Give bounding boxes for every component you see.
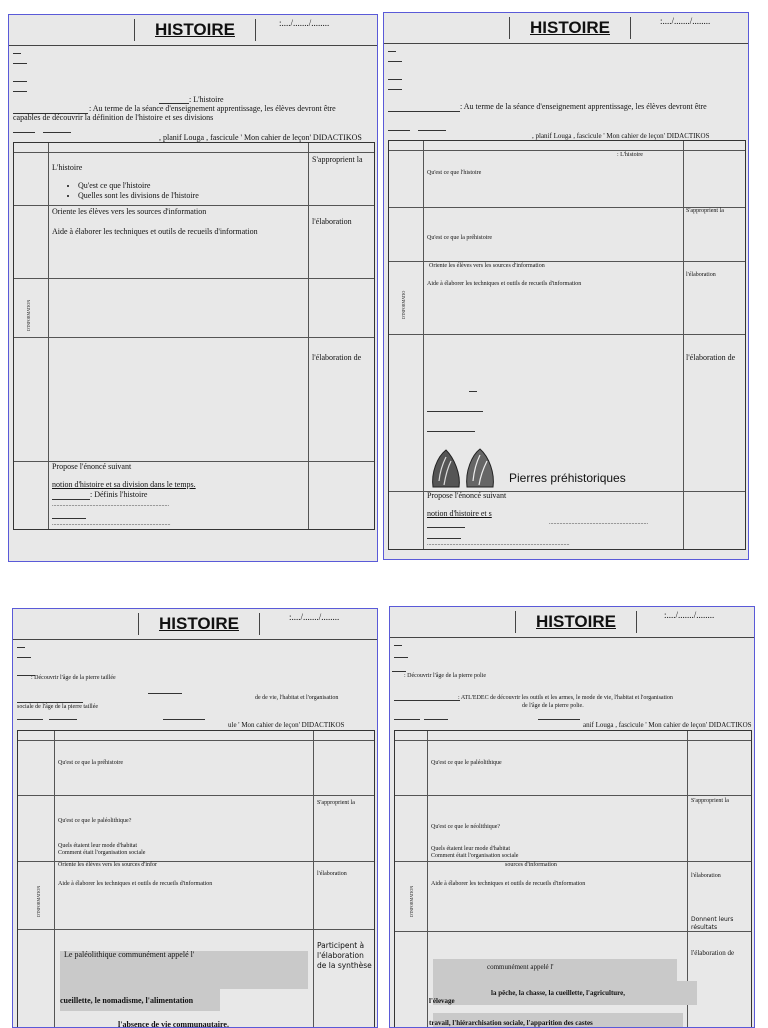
vertical-label: D'INFORMATION: [36, 885, 41, 917]
row-5-content: Propose l'énoncé suivant: [52, 462, 132, 471]
row-3-right: l'élaboration: [686, 272, 716, 278]
row-4-right: l'élaboration de: [686, 353, 736, 362]
vertical-label: D'INFORMATIO: [401, 290, 406, 319]
row-3-content: Oriente les élèves vers les sources d'information: [429, 263, 545, 269]
lesson-title: : L'histoire: [189, 95, 224, 104]
row-3-right: l'élaboration: [317, 871, 347, 877]
objective-line-1: : ATL'EDEC de découvrir les outils et les armes, le mode de vie, l'habitat et l'organisation: [458, 695, 673, 701]
objective-line-1: : Au terme de la séance d'enseignement apprentissage, les élèves devront être: [89, 104, 336, 113]
objective-line-1: : Au terme de la séance d'enseignement apprentissage, les élèves devront être: [460, 102, 707, 111]
row-5-content: Propose l'énoncé suivant: [427, 491, 507, 500]
row-2-content: Oriente les élèves vers les sources d'information: [52, 207, 207, 216]
row-3-right-2: Donnent leurs résultats: [691, 916, 734, 931]
row-2-content: Qu'est ce que le néolithique?: [431, 824, 501, 830]
row-5-content-3: : Définis l'histoire: [90, 490, 148, 499]
reference-line: ule ' Mon cahier de leçon' DIDACTIKOS: [228, 721, 345, 729]
row-3-content-2: Aide à élaborer les techniques et outils de recueils d'information: [427, 281, 582, 287]
date-field: :..../......./........: [289, 612, 340, 622]
page-title: HISTOIRE: [138, 613, 260, 635]
row-2-right: S'approprient la: [317, 800, 355, 806]
row-2-content-2: Quels étaient leur mode d'habitat: [58, 843, 138, 849]
row-2-right: S'approprient la: [686, 208, 724, 214]
reference-line: anif Louga , fascicule ' Mon cahier de leçon' DIDACTIKOS: [583, 721, 752, 729]
objective-line-2: de l'âge de la pierre polie.: [522, 703, 584, 709]
row-4-content-2: la pêche, la chasse, la cueillette, l'agriculture,: [491, 989, 626, 997]
row-1-content: Qu'est ce que le paléolithique: [431, 760, 502, 766]
row-1-content: L'histoire: [52, 163, 83, 172]
row-4-content-3: l'élevage: [429, 997, 455, 1005]
row-2-right: S'approprient la: [691, 798, 729, 804]
lesson-title: : Découvrir l'âge de la pierre taillée: [31, 675, 116, 681]
row-2-content-3: Comment était l'organisation sociale: [431, 853, 519, 859]
row-2-right: l'élaboration: [312, 217, 352, 226]
date-field: :..../......./........: [279, 18, 330, 28]
lesson-table: L'histoire • Qu'est ce que l'histoire • Quelles sont les divisions de l'histoire S'approprient la Oriente les élèves vers les sources d'information Aide à élaborer les techniques et outils de recueils d'information l'élaboration D'INFORMATION l'élaboration de Propose l'énoncé suivant notion d'histoire et sa division dans le temps. : Définis l'histoire .............................................................................. ...............................................................................: [13, 142, 375, 530]
row-4-right: l'élaboration de: [691, 949, 735, 957]
lesson-table: [17, 730, 375, 1028]
row-4-right: l'élaboration de: [312, 353, 362, 362]
image-caption: Pierres préhistoriques: [509, 471, 626, 485]
lesson-table: [394, 730, 752, 1028]
reference-line: , planif Louga , fascicule ' Mon cahier de leçon' DIDACTIKOS: [159, 133, 362, 142]
row-1-top: : L'histoire: [617, 152, 643, 158]
lesson-table: : L'histoire Qu'est ce que l'histoire Qu'est ce que la préhistoire S'approprient la Oriente les élèves vers les sources d'information Aide à élaborer les techniques et outils de recueils d'information l'élaboration D'INFORMATIO l'élaboration de Pierres préhistoriques Propose l'énoncé suivant notion d'histoire et s .................................................................. ...............................................................................................: [388, 140, 746, 550]
date-field: :..../......./........: [660, 16, 711, 26]
page-header: [9, 15, 377, 46]
row-1-bullets: [52, 181, 199, 201]
bullet-item: • Qu'est ce que l'histoire: [78, 181, 199, 191]
reference-line: , planif Louga , fascicule ' Mon cahier de leçon' DIDACTIKOS: [532, 132, 710, 140]
row-3-top: sources d'information: [505, 862, 557, 868]
row-4-content-3: l'absence de vie communautaire.: [118, 1020, 229, 1028]
objective-line-2: sociale de l'âge de la pierre taillée: [17, 704, 99, 710]
page-header: [390, 607, 754, 638]
row-4-content: Le paléolithique communément appelé l': [64, 950, 195, 959]
row-4-content-4: travail, l'hiérarchisation sociale, l'apparition des castes: [429, 1019, 593, 1027]
row-5-content-2: notion d'histoire et s: [427, 509, 492, 518]
row-2-content: Qu'est ce que le paléolithique?: [58, 818, 132, 824]
page-title: HISTOIRE: [509, 17, 631, 39]
objective-line-1: de de vie, l'habitat et l'organisation: [255, 695, 339, 701]
row-2-content: Qu'est ce que la préhistoire: [427, 235, 493, 241]
row-4-content-2: cueillette, le nomadisme, l'alimentation: [60, 996, 194, 1005]
vertical-label: D'INFORMATION: [409, 885, 414, 917]
lesson-page-4: [389, 606, 755, 1028]
row-4-content: communément appelé l': [487, 963, 554, 971]
row-3-right: l'élaboration: [691, 873, 721, 879]
lesson-page-3: [12, 608, 378, 1028]
bullet-item: • Quelles sont les divisions de l'histoire: [78, 191, 199, 201]
row-1-content: Qu'est ce que l'histoire: [427, 170, 482, 176]
vertical-label: D'INFORMATION: [26, 299, 31, 331]
lesson-page-1: [8, 14, 378, 562]
page-title: HISTOIRE: [515, 611, 637, 633]
row-2-content-3: Comment était l'organisation sociale: [58, 850, 146, 856]
row-2-content-2: Aide à élaborer les techniques et outils de recueils d'information: [52, 227, 258, 236]
row-3-content: Oriente les élèves vers les sources d'infor: [58, 862, 158, 868]
lesson-title: : Découvrir l'âge de la pierre polie: [404, 673, 487, 679]
row-4-right: Participent à l'élaboration de la synthèse: [317, 941, 372, 970]
row-3-content-2: Aide à élaborer les techniques et outils de recueils d'information: [431, 881, 586, 887]
page-title: HISTOIRE: [134, 19, 256, 41]
row-3-content-2: Aide à élaborer les techniques et outils de recueils d'information: [58, 881, 213, 887]
row-1-right: S'approprient la: [312, 155, 363, 164]
row-5-content-2: notion d'histoire et sa division dans le temps.: [52, 480, 196, 489]
date-field: :..../......./........: [664, 610, 715, 620]
row-1-content: Qu'est ce que la préhistoire: [58, 760, 124, 766]
lesson-page-2: [383, 12, 749, 560]
objective-line-2: capables de découvrir la définition de l'histoire et ses divisions: [13, 113, 214, 122]
stone-tools-image: [429, 447, 503, 489]
page-header: [13, 609, 377, 640]
page-header: [384, 13, 748, 44]
row-2-content-2: Quels étaient leur mode d'habitat: [431, 846, 511, 852]
